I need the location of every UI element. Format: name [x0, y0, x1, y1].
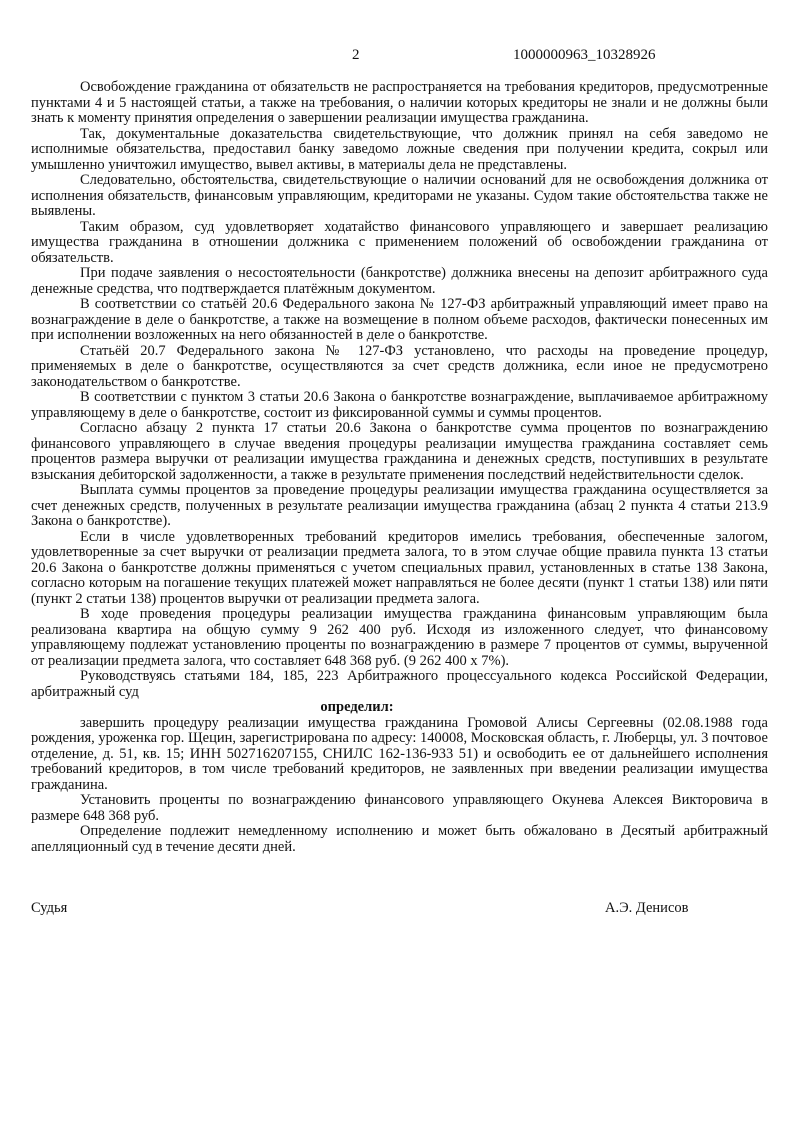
paragraph: Руководствуясь статьями 184, 185, 223 Арбитражного процессуального кодекса Российской Федерации, арбитражный суд: [31, 668, 768, 700]
page-header: [31, 47, 768, 65]
paragraph: Так, документальные доказательства свидетельствующие, что должник принял на себя заведомо не исполнимые обязательства, предоставил банку заведомо ложные сведения при получении кредита, сокрыл или умышленно уничтожил имущество, вывел активы, в материалы дела не представлены.: [31, 125, 768, 173]
document-body: [31, 80, 768, 855]
paragraph: Если в числе удовлетворенных требований кредиторов имелись требования, обеспеченные залогом, удовлетворенные за счет выручки от реализации предмета залога, то в этом случае общие правила пункта 13 статьи 20.6 Закона о банкротстве должны применяться с учетом специальных правил, установленных в статье 138 Закона, согласно которым на погашение текущих платежей может направляться не более десяти (пункт 1 статьи 138) или пяти (пункт 2 статьи 138) процентов выручки от реализации предмета залога.: [31, 528, 768, 607]
judge-label: Судья: [31, 900, 68, 916]
paragraph: В ходе проведения процедуры реализации имущества гражданина финансовым управляющим была реализована квартира на общую сумму 9 262 400 руб. Исходя из изложенного следует, что финансовому управляющему подлежат установлению проценты по вознаграждению в размере 7 процентов от суммы, вырученной от реализации предмета залога, что составляет 648 368 руб. (9 262 400 х 7%).: [31, 606, 768, 669]
signature-row: [31, 901, 768, 917]
document-id: 1000000963_10328926: [513, 47, 656, 63]
paragraph: Освобождение гражданина от обязательств не распространяется на требования кредиторов, предусмотренные пунктами 4 и 5 настоящей статьи, а также на требования, о наличии которых кредиторы не знали и не должны были знать к моменту принятия определения о завершении реализации имущества гражданина.: [31, 79, 768, 126]
ruling-heading: определил:: [320, 699, 394, 715]
judge-name: А.Э. Денисов: [605, 900, 689, 916]
ruling-paragraph: Установить проценты по вознаграждению финансового управляющего Окунева Алексея Викторовича в размере 648 368 руб.: [31, 792, 768, 824]
paragraph: При подаче заявления о несостоятельности (банкротстве) должника внесены на депозит арбитражного суда денежные средства, что подтверждается платёжным документом.: [31, 265, 768, 297]
paragraph: Следовательно, обстоятельства, свидетельствующие о наличии оснований для не освобождения должника от исполнения обязательств, финансовым управляющим, кредиторами не указаны. Судом такие обстоятельства также не выявлены.: [31, 172, 768, 219]
paragraph: Статьёй 20.7 Федерального закона № 127-ФЗ установлено, что расходы на проведение процедур, применяемых в деле о банкротстве, осуществляются за счет средств должника, если иное не предусмотрено законодательством о банкротстве.: [31, 342, 768, 390]
paragraph: В соответствии с пунктом 3 статьи 20.6 Закона о банкротстве вознаграждение, выплачиваемое арбитражному управляющему в деле о банкротстве, состоит из фиксированной суммы и суммы процентов.: [31, 389, 768, 421]
ruling-paragraph: Определение подлежит немедленному исполнению и может быть обжаловано в Десятый арбитражный апелляционный суд в течение десяти дней.: [31, 823, 768, 855]
paragraph: Согласно абзацу 2 пункта 17 статьи 20.6 Закона о банкротстве сумма процентов по вознаграждению финансового управляющего в случае введения процедуры реализации имущества гражданина составляет семь процентов размера выручки от реализации имущества гражданина и денежных средств, поступивших в результате взыскания дебиторской задолженности, а также в результате применения последствий недействительности сделок.: [31, 420, 768, 483]
page-number: 2: [352, 47, 360, 63]
paragraph: Таким образом, суд удовлетворяет ходатайство финансового управляющего и завершает реализацию имущества гражданина в отношении должника с применением положений об освобождении гражданина от обязательств.: [31, 218, 768, 266]
paragraph: Выплата суммы процентов за проведение процедуры реализации имущества гражданина осуществляется за счет денежных средств, полученных в результате реализации имущества гражданина (абзац 2 пункта 4 статьи 213.9 Закона о банкротстве).: [31, 482, 768, 529]
ruling-paragraph: завершить процедуру реализации имущества гражданина Громовой Алисы Сергеевны (02.08.1988 года рождения, уроженка гор. Щецин, зарегистрирована по адресу: 140008, Московская область, г. Люберцы, ул. 3 почтовое отделение, д. 51, кв. 15; ИНН 502716207155, СНИЛС 162-136-933 51) и освободить ее от дальнейшего исполнения требований кредиторов, в том числе требований кредиторов, не заявленных при введении реализации имущества гражданина.: [31, 714, 768, 793]
paragraph: В соответствии со статьёй 20.6 Федерального закона № 127-ФЗ арбитражный управляющий имеет право на вознаграждение в деле о банкротстве, а также на возмещение в полном объеме расходов, фактически понесенных им при исполнении возложенных на него обязанностей в деле о банкротстве.: [31, 296, 768, 343]
